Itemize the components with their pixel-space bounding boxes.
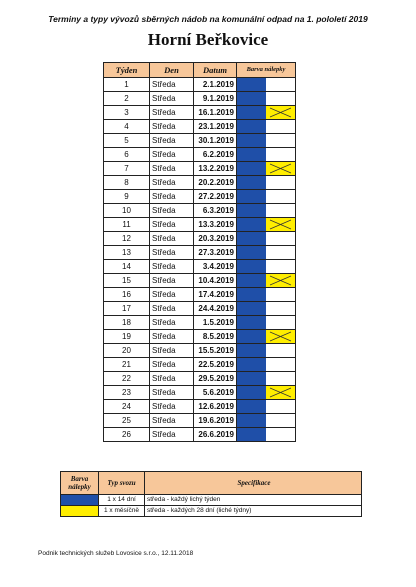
schedule-row [104,218,296,232]
week-number: 10 [104,204,150,218]
pickup-date: 15.5.2019 [194,344,237,358]
blue-sticker-swatch [237,176,266,189]
legend-swatch-yellow [61,506,99,517]
sticker-color-cell [237,316,296,330]
day-name: Středa [150,316,194,330]
pickup-date: 16.1.2019 [194,106,237,120]
empty-swatch [266,176,295,189]
day-name: Středa [150,330,194,344]
pickup-date: 27.2.2019 [194,190,237,204]
blue-sticker-swatch [237,148,266,161]
pickup-date: 20.2.2019 [194,176,237,190]
legend-table [60,471,362,517]
legend-row [61,495,362,506]
blue-sticker-swatch [237,316,266,329]
schedule-row [104,204,296,218]
pickup-date: 24.4.2019 [194,302,237,316]
pickup-date: 8.5.2019 [194,330,237,344]
pickup-date: 27.3.2019 [194,246,237,260]
blue-sticker-swatch [237,288,266,301]
header-day: Den [150,63,194,78]
blue-sticker-swatch [237,358,266,371]
day-name: Středa [150,218,194,232]
pickup-date: 13.3.2019 [194,218,237,232]
blue-sticker-swatch [237,260,266,273]
header-date: Datum [194,63,237,78]
week-number: 24 [104,400,150,414]
sticker-color-cell [237,428,296,442]
empty-swatch [266,92,295,105]
week-number: 5 [104,134,150,148]
blue-sticker-swatch [237,274,266,287]
sticker-color-cell [237,246,296,260]
pickup-date: 26.6.2019 [194,428,237,442]
day-name: Středa [150,246,194,260]
cross-mark-icon [266,218,295,231]
yellow-sticker-swatch [266,106,295,119]
blue-sticker-swatch [237,134,266,147]
week-number: 17 [104,302,150,316]
pickup-date: 12.6.2019 [194,400,237,414]
schedule-row [104,274,296,288]
empty-swatch [266,288,295,301]
week-number: 11 [104,218,150,232]
empty-swatch [266,204,295,217]
sticker-color-cell [237,134,296,148]
schedule-row [104,400,296,414]
week-number: 23 [104,386,150,400]
empty-swatch [266,190,295,203]
sticker-color-cell [237,204,296,218]
blue-sticker-swatch [237,106,266,119]
legend-type: 1 x 14 dní [99,495,145,506]
day-name: Středa [150,288,194,302]
day-name: Středa [150,344,194,358]
schedule-row [104,78,296,92]
week-number: 7 [104,162,150,176]
week-number: 26 [104,428,150,442]
empty-swatch [266,120,295,133]
week-number: 25 [104,414,150,428]
week-number: 19 [104,330,150,344]
pickup-date: 19.6.2019 [194,414,237,428]
legend-header-color: Barva nálepky [61,472,99,495]
sticker-color-cell [237,78,296,92]
blue-sticker-swatch [237,78,266,91]
day-name: Středa [150,400,194,414]
footer-note: Podnik technických služeb Lovosice s.r.o., 12.11.2018 [38,550,194,557]
sticker-color-cell [237,232,296,246]
legend-swatch-blue [61,495,99,506]
schedule-row [104,372,296,386]
legend-type: 1 x měsíčně [99,506,145,517]
day-name: Středa [150,78,194,92]
empty-swatch [266,246,295,259]
day-name: Středa [150,372,194,386]
blue-sticker-swatch [237,218,266,231]
blue-sticker-swatch [237,428,266,441]
cross-mark-icon [266,162,295,175]
schedule-row [104,330,296,344]
schedule-row [104,344,296,358]
sticker-color-cell [237,386,296,400]
town-name: Horní Beřkovice [147,30,269,49]
schedule-row [104,386,296,400]
cross-mark-icon [266,106,295,119]
week-number: 14 [104,260,150,274]
sticker-color-cell [237,176,296,190]
legend-header-spec: Specifikace [145,472,362,495]
day-name: Středa [150,386,194,400]
empty-swatch [266,344,295,357]
cross-mark-icon [266,386,295,399]
legend-header-row [61,472,362,495]
sticker-color-cell [237,190,296,204]
schedule-row [104,148,296,162]
sticker-color-cell [237,372,296,386]
week-number: 2 [104,92,150,106]
day-name: Středa [150,232,194,246]
day-name: Středa [150,162,194,176]
blue-sticker-swatch [237,120,266,133]
week-number: 1 [104,78,150,92]
empty-swatch [266,428,295,441]
schedule-body [104,78,296,442]
sticker-color-cell [237,106,296,120]
yellow-sticker-swatch [266,162,295,175]
sticker-color-cell [237,414,296,428]
sticker-color-cell [237,400,296,414]
schedule-row [104,162,296,176]
blue-sticker-swatch [237,386,266,399]
blue-sticker-swatch [237,92,266,105]
empty-swatch [266,134,295,147]
week-number: 4 [104,120,150,134]
empty-swatch [266,148,295,161]
schedule-table [103,62,296,442]
schedule-row [104,428,296,442]
week-number: 12 [104,232,150,246]
cross-mark-icon [266,274,295,287]
yellow-sticker-swatch [266,386,295,399]
legend-header-type: Typ svozu [99,472,145,495]
blue-sticker-swatch [237,414,266,427]
day-name: Středa [150,302,194,316]
blue-sticker-swatch [237,232,266,245]
blue-sticker-swatch [237,372,266,385]
day-name: Středa [150,148,194,162]
empty-swatch [266,232,295,245]
schedule-row [104,288,296,302]
sticker-color-cell [237,330,296,344]
pickup-date: 30.1.2019 [194,134,237,148]
week-number: 8 [104,176,150,190]
day-name: Středa [150,414,194,428]
week-number: 22 [104,372,150,386]
header-week: Týden [104,63,150,78]
schedule-row [104,176,296,190]
sticker-color-cell [237,162,296,176]
empty-swatch [266,400,295,413]
pickup-date: 17.4.2019 [194,288,237,302]
sticker-color-cell [237,148,296,162]
pickup-date: 2.1.2019 [194,78,237,92]
blue-sticker-swatch [237,162,266,175]
week-number: 21 [104,358,150,372]
sticker-color-cell [237,344,296,358]
pickup-date: 6.2.2019 [194,148,237,162]
pickup-date: 6.3.2019 [194,204,237,218]
day-name: Středa [150,358,194,372]
week-number: 9 [104,190,150,204]
sticker-color-cell [237,302,296,316]
day-name: Středa [150,190,194,204]
pickup-date: 9.1.2019 [194,92,237,106]
day-name: Středa [150,204,194,218]
blue-sticker-swatch [237,302,266,315]
sticker-color-cell [237,358,296,372]
blue-sticker-swatch [237,330,266,343]
yellow-sticker-swatch [266,274,295,287]
schedule-row [104,232,296,246]
week-number: 13 [104,246,150,260]
yellow-sticker-swatch [266,330,295,343]
sticker-color-cell [237,120,296,134]
legend-spec: středa - každý lichý týden [145,495,362,506]
legend-row [61,506,362,517]
schedule-row [104,302,296,316]
pickup-date: 5.6.2019 [194,386,237,400]
empty-swatch [266,414,295,427]
schedule-row [104,92,296,106]
day-name: Středa [150,120,194,134]
week-number: 18 [104,316,150,330]
schedule-row [104,190,296,204]
pickup-date: 13.2.2019 [194,162,237,176]
schedule-row [104,316,296,330]
day-name: Středa [150,106,194,120]
sticker-color-cell [237,92,296,106]
schedule-row [104,106,296,120]
pickup-date: 29.5.2019 [194,372,237,386]
pickup-date: 23.1.2019 [194,120,237,134]
blue-sticker-swatch [237,246,266,259]
sticker-color-cell [237,274,296,288]
empty-swatch [266,260,295,273]
legend-spec: středa - každých 28 dní (liché týdny) [145,506,362,517]
pickup-date: 20.3.2019 [194,232,237,246]
pickup-date: 22.5.2019 [194,358,237,372]
blue-sticker-swatch [237,344,266,357]
page-title: Terminy a typy vývozů sběrných nádob na komunální odpad na 1. pololetí 2019 [48,14,368,24]
schedule-row [104,414,296,428]
yellow-sticker-swatch [266,218,295,231]
empty-swatch [266,302,295,315]
day-name: Středa [150,176,194,190]
blue-sticker-swatch [237,190,266,203]
empty-swatch [266,78,295,91]
cross-mark-icon [266,330,295,343]
day-name: Středa [150,134,194,148]
sticker-color-cell [237,218,296,232]
day-name: Středa [150,92,194,106]
header-sticker-color: Barva nálepky [237,63,296,78]
pickup-date: 3.4.2019 [194,260,237,274]
week-number: 15 [104,274,150,288]
week-number: 20 [104,344,150,358]
schedule-row [104,120,296,134]
empty-swatch [266,316,295,329]
day-name: Středa [150,260,194,274]
week-number: 6 [104,148,150,162]
sticker-color-cell [237,288,296,302]
blue-sticker-swatch [237,204,266,217]
week-number: 3 [104,106,150,120]
empty-swatch [266,358,295,371]
schedule-row [104,358,296,372]
pickup-date: 1.5.2019 [194,316,237,330]
blue-sticker-swatch [237,400,266,413]
day-name: Středa [150,428,194,442]
pickup-date: 10.4.2019 [194,274,237,288]
day-name: Středa [150,274,194,288]
schedule-row [104,260,296,274]
schedule-row [104,246,296,260]
empty-swatch [266,372,295,385]
schedule-header-row [104,63,296,78]
week-number: 16 [104,288,150,302]
schedule-row [104,134,296,148]
sticker-color-cell [237,260,296,274]
